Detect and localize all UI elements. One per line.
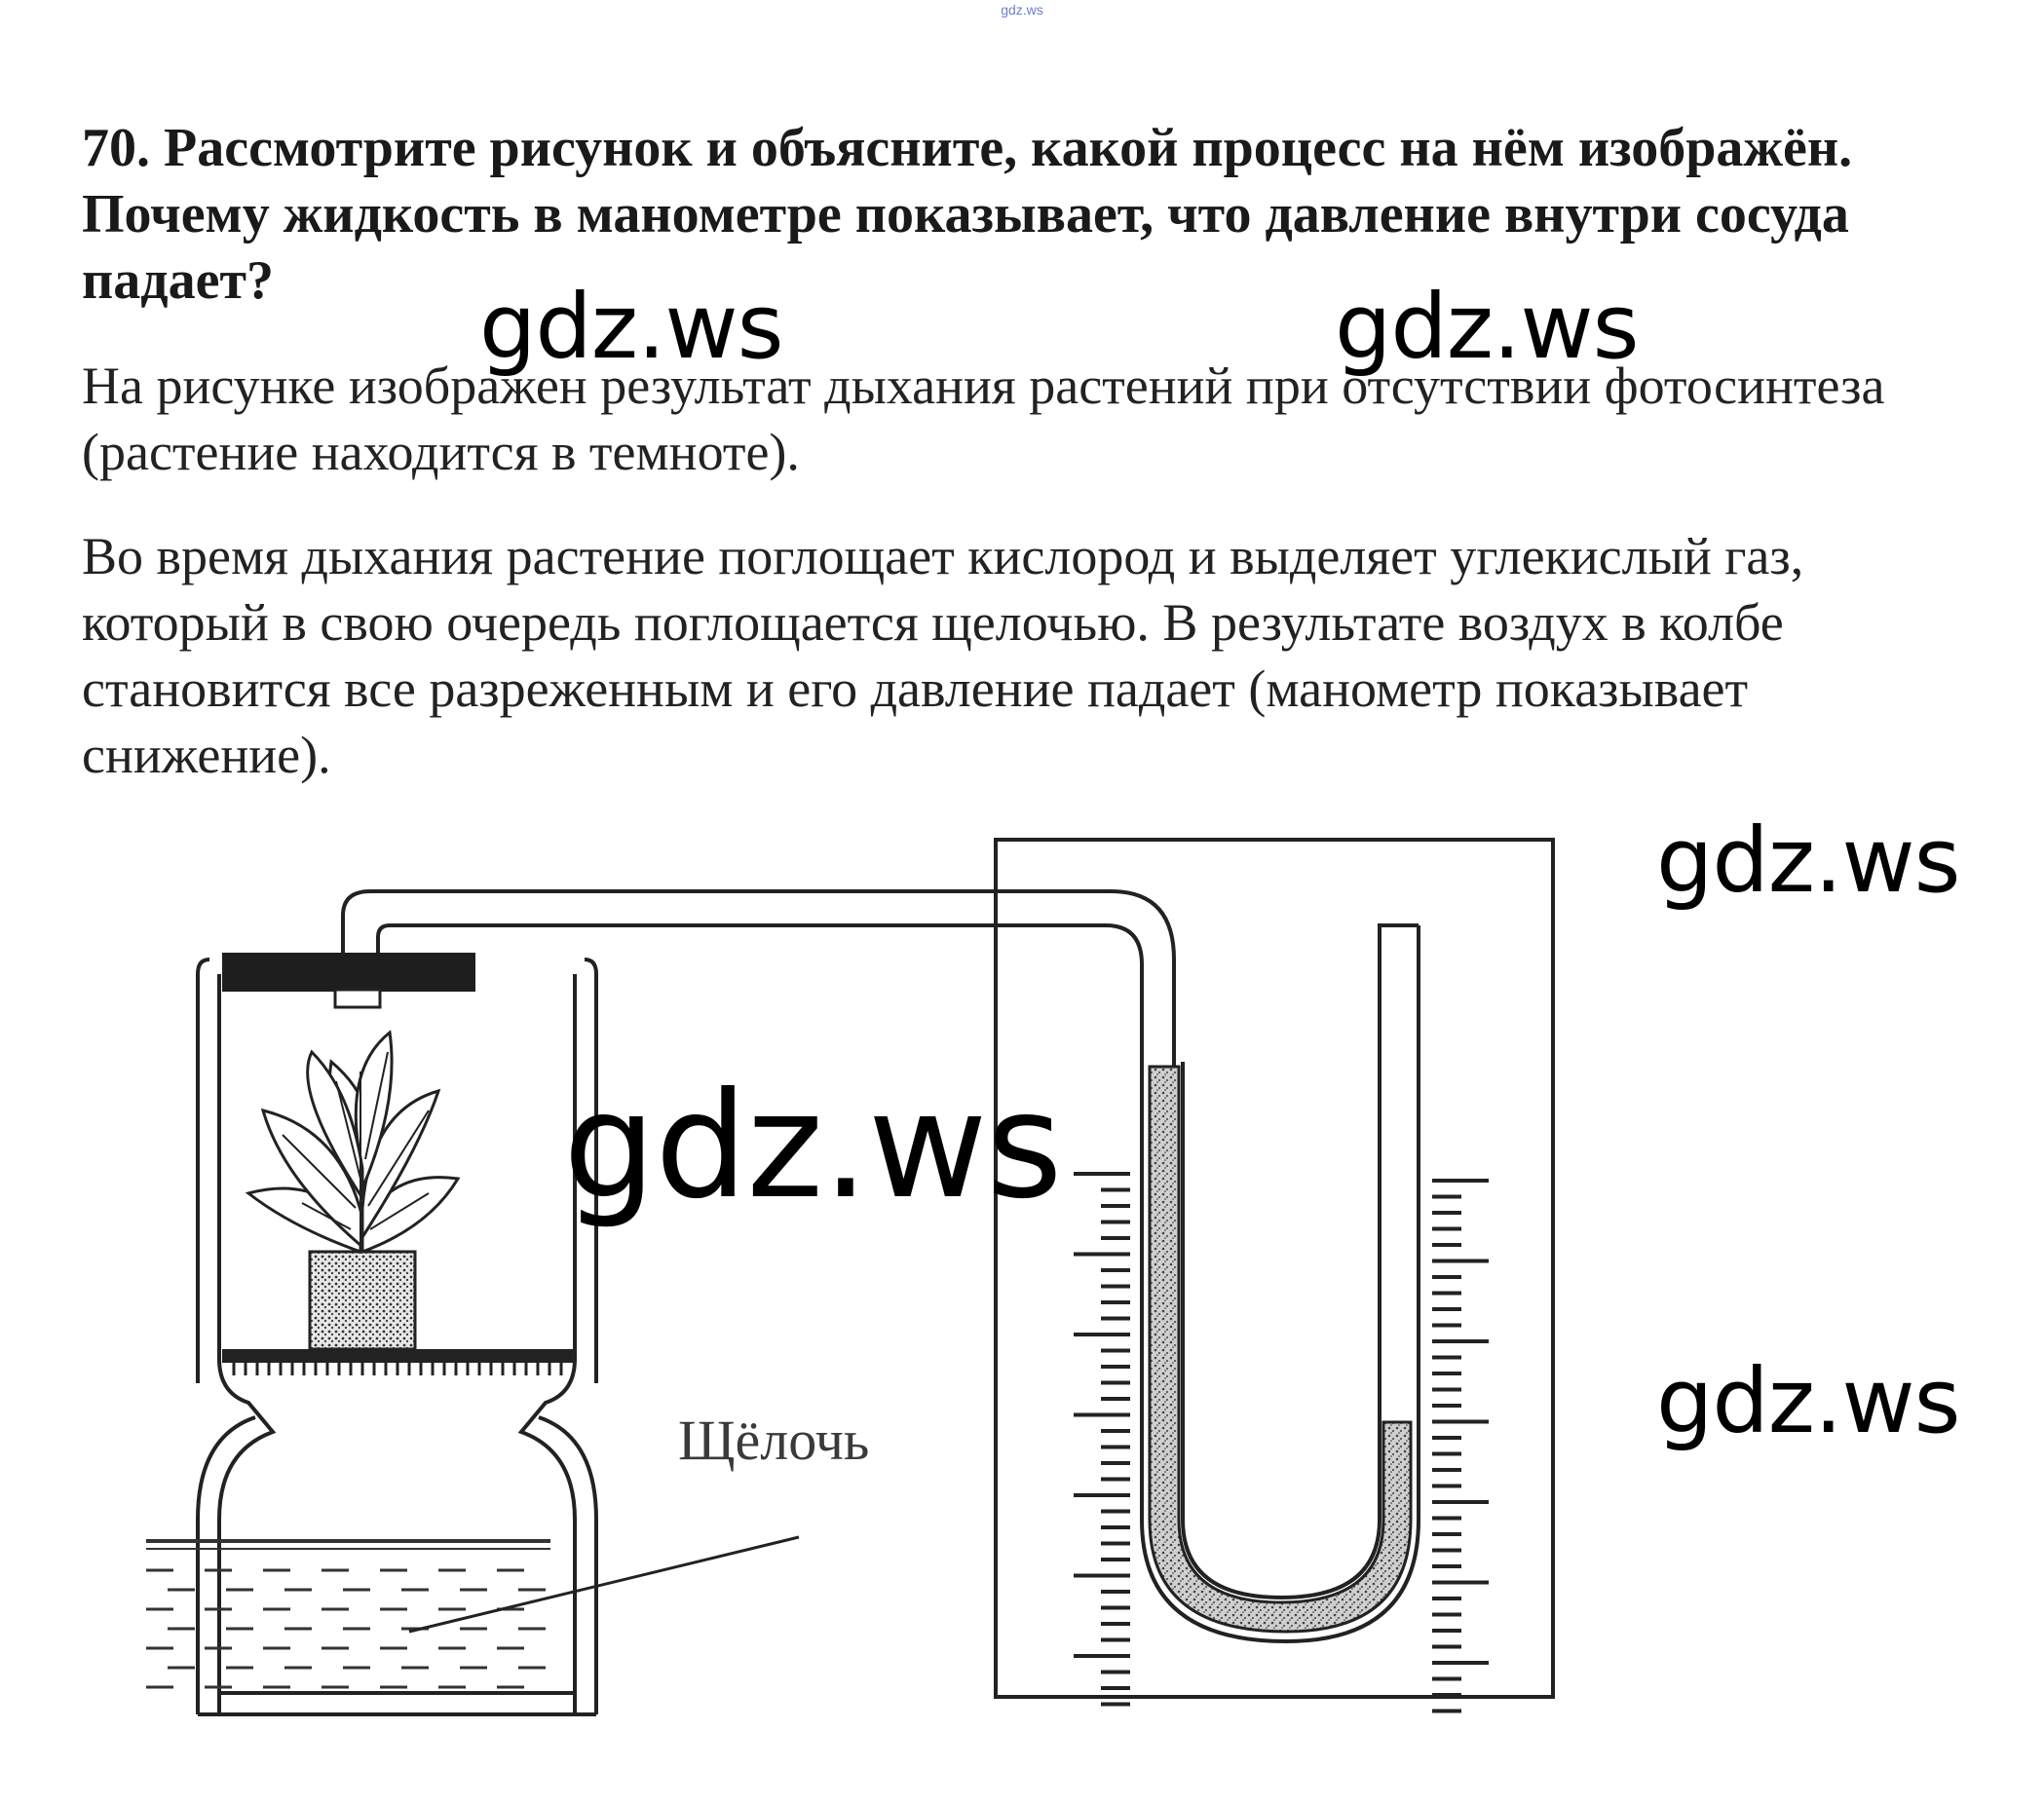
stopper-hole xyxy=(335,990,380,1007)
watermark: gdz.ws xyxy=(1656,808,1960,913)
watermark: gdz.ws xyxy=(563,1062,1062,1231)
alkali-liquid xyxy=(146,1541,550,1687)
plant xyxy=(248,1033,458,1349)
stopper xyxy=(222,953,475,992)
manometer-board xyxy=(996,840,1553,1697)
scale-right xyxy=(1432,1181,1489,1711)
scale-left xyxy=(1074,1174,1130,1705)
site-mark: gdz.ws xyxy=(1001,2,1043,18)
answer-paragraph-1: На рисунке изображен результат дыхания растений при отсутствии фотосинтеза (растение находится в темноте). xyxy=(82,357,1885,481)
question-text: 70. Рассмотрите рисунок и объясните, какой процесс на нём изображён. Почему жидкость в манометре показывает, что давление внутри сосуда падает? xyxy=(82,118,1853,311)
alkali-pointer-line xyxy=(409,1537,799,1632)
watermark: gdz.ws xyxy=(479,275,783,379)
platform xyxy=(222,1349,573,1375)
watermark: gdz.ws xyxy=(1656,1349,1960,1453)
answer-paragraph-2: Во время дыхания растение поглощает кислород и выделяет углекислый газ, который в свою очередь поглощается щелочью. В результате воздух в колбе становится все разреженным и его давление падает (манометр показывает снижение). xyxy=(82,527,1804,784)
watermark: gdz.ws xyxy=(1335,275,1639,379)
u-tube xyxy=(1142,925,1419,1641)
alkali-label: Щёлочь xyxy=(678,1409,870,1472)
